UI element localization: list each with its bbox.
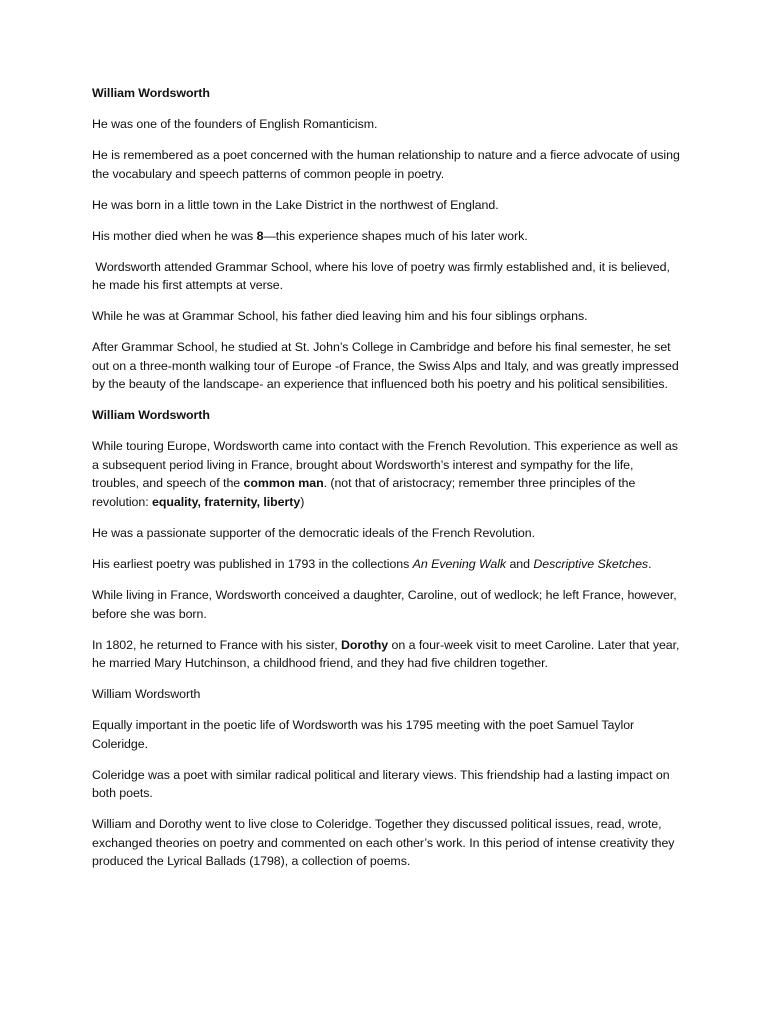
text-run: —this experience shapes much of his later work. (263, 228, 528, 243)
paragraph (92, 227, 682, 246)
italic-title: Descriptive Sketches (533, 556, 649, 571)
paragraph: While living in France, Wordsworth conceived a daughter, Caroline, out of wedlock; he left France, however, before she was born. (92, 587, 677, 621)
text-run: In 1802, he returned to France with his sister, (92, 637, 341, 652)
paragraph (92, 555, 682, 574)
text-run: . (648, 556, 652, 571)
paragraph: While he was at Grammar School, his father died leaving him and his four siblings orphans. (92, 309, 588, 324)
paragraph: He was one of the founders of English Romanticism. (92, 116, 378, 131)
paragraph: Equally important in the poetic life of Wordsworth was his 1795 meeting with the poet Samuel Taylor Coleridge. (92, 718, 635, 751)
paragraph: Wordsworth attended Grammar School, where his love of poetry was firmly established and, it is believed, he made his first attempts at verse. (92, 259, 674, 293)
text-run: and (506, 556, 534, 571)
bold-text: Dorothy (341, 637, 389, 652)
paragraph: He is remembered as a poet concerned with the human relationship to nature and a fierce advocate of using the vocabulary and speech patterns of common people in poetry. (92, 147, 680, 181)
text-run: His earliest poetry was published in 1793 in the collections (92, 556, 413, 571)
section-heading: William Wordsworth (92, 408, 210, 423)
paragraph: William and Dorothy went to live close to Coleridge. Together they discussed political issues, read, wrote, exchanged theories on poetry and commented on each other’s work. In this period of intense creativity they produced the Lyrical Ballads (1798), a collection of poems. (92, 817, 675, 869)
section-heading: William Wordsworth (92, 86, 210, 100)
paragraph (92, 636, 682, 673)
document-body (92, 84, 682, 883)
bold-text: common man (243, 476, 324, 491)
text-run: His mother died when he was (92, 228, 257, 243)
text-run: on a four-week visit to meet Caroline. Later that year, he married Mary Hutchinson, a childhood friend, and they had five children together. (92, 637, 680, 671)
section-heading: William Wordsworth (92, 687, 201, 702)
paragraph: He was born in a little town in the Lake District in the northwest of England. (92, 197, 499, 212)
paragraph (92, 437, 682, 511)
bold-text: 8 (256, 228, 264, 243)
text-run: While touring Europe, Wordsworth came into contact with the French Revolution. This experience as well as a subsequent period living in France, brought about Wordsworth’s interest and sympathy for the life, troubles, and speech of the (92, 439, 678, 491)
text-run: . (not that of aristocracy; remember three principles of the revolution: (92, 476, 636, 510)
bold-text: equality, fraternity, liberty (152, 495, 301, 510)
text-run: ) (300, 495, 305, 510)
paragraph: After Grammar School, he studied at St. John’s College in Cambridge and before his final semester, he set out on a three-month walking tour of Europe -of France, the Swiss Alps and Italy, and was greatly impressed by the beauty of the landscape- an experience that influenced both his poetry and his political sensibilities. (92, 340, 679, 392)
paragraph: He was a passionate supporter of the democratic ideals of the French Revolution. (92, 526, 535, 540)
italic-title: An Evening Walk (412, 556, 507, 571)
paragraph: Coleridge was a poet with similar radical political and literary views. This friendship had a lasting impact on both poets. (92, 767, 670, 801)
